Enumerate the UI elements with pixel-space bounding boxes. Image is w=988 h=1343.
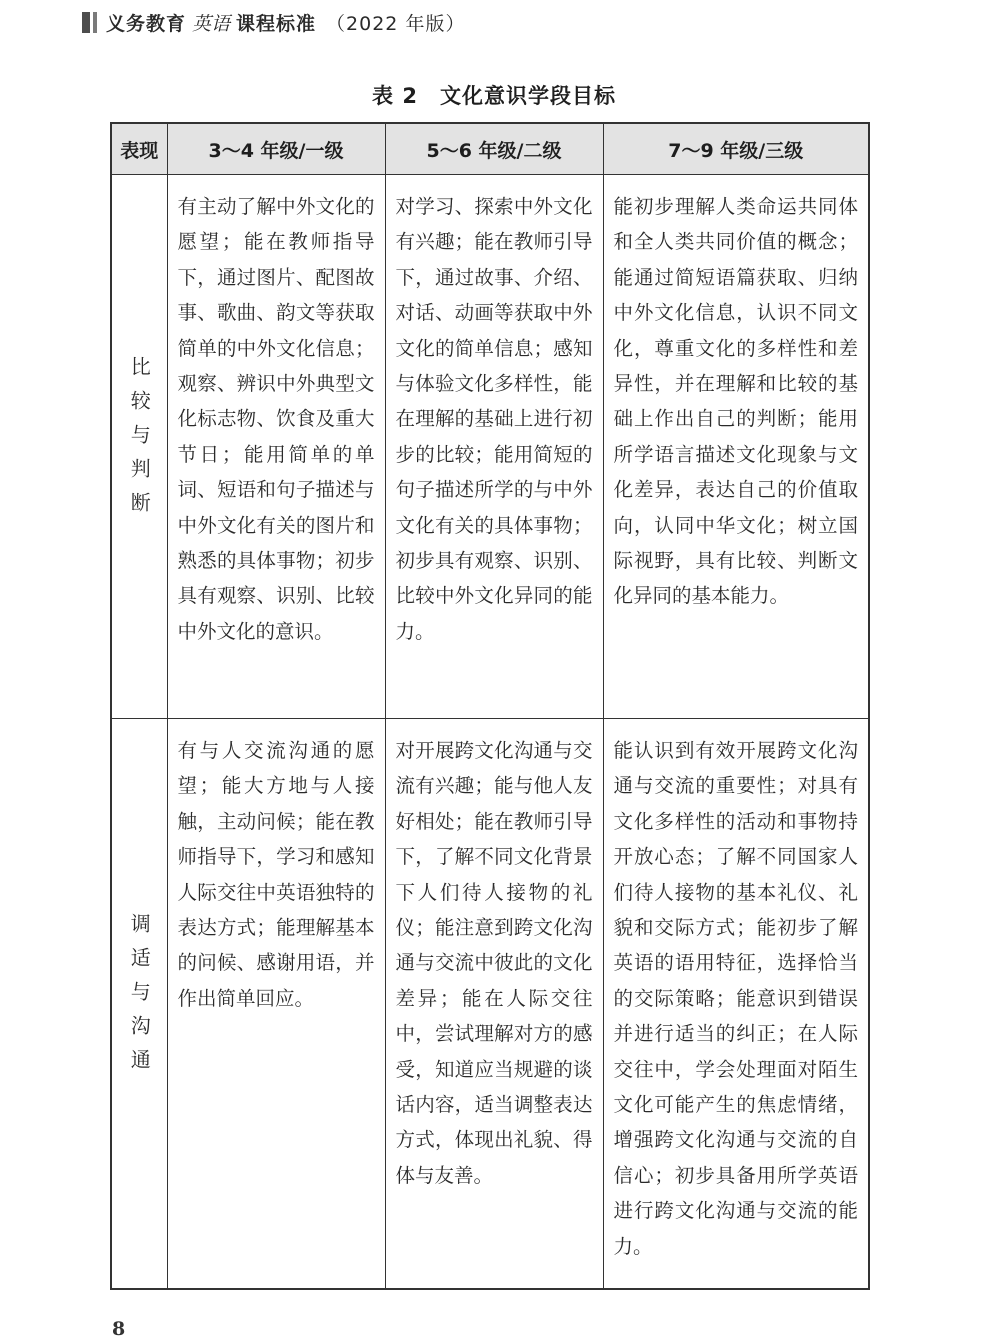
header-bar-decoration-thin [93, 12, 97, 33]
table-cell-level-1: 有与人交流沟通的愿望；能大方地与人接触，主动问候；能在教师指导下，学习和感知人际交往中英语独特的表达方式；能理解基本的问候、感谢用语，并作出简单回应。 [167, 719, 385, 1289]
table-cell-level-1: 有主动了解中外文化的愿望；能在教师指导下，通过图片、配图故事、歌曲、韵文等获取简单的中外文化信息；观察、辨识中外典型文化标志物、饮食及重大节日；能用简单的单词、短语和句子描述与中外文化有关的图片和熟悉的具体事物；初步具有观察、识别、比较中外文化的意识。 [167, 175, 385, 719]
table-caption: 表 2 文化意识学段目标 [372, 84, 616, 108]
row-label-cell [111, 719, 167, 1289]
table-cell-level-2: 对学习、探索中外文化有兴趣；能在教师引导下，通过故事、介绍、对话、动画等获取中外文化的简单信息；感知与体验文化多样性，能在理解的基础上进行初步的比较；能用简短的句子描述所学的与中外文化有关的具体事物；初步具有观察、识别、比较中外文化异同的能力。 [385, 175, 603, 719]
header-edition: （2022 年版） [326, 12, 466, 35]
column-header-performance: 表现 [111, 123, 167, 175]
column-header-level-2: 5～6 年级/二级 [385, 123, 603, 175]
column-header-level-1: 3～4 年级/一级 [167, 123, 385, 175]
culture-awareness-goals-table [110, 122, 870, 1290]
header-bar-decoration [82, 12, 90, 33]
table-cell-level-3: 能认识到有效开展跨文化沟通与交流的重要性；对具有文化多样性的活动和事物持开放心态；了解不同国家人们待人接物的基本礼仪、礼貌和交际方式；能初步了解英语的语用特征，选择恰当的交际策略；能意识到错误并进行适当的纠正；在人际交往中，学会处理面对陌生文化可能产生的焦虑情绪，增强跨文化沟通与交流的自信心；初步具备用所学英语进行跨文化沟通与交流的能力。 [603, 719, 869, 1289]
row-label-cell [111, 175, 167, 719]
row-label-adapt-communicate: 调适与沟通 [127, 912, 152, 1083]
table-cell-level-3: 能初步理解人类命运共同体和全人类共同价值的概念；能通过简短语篇获取、归纳中外文化信息，认识不同文化，尊重文化的多样性和差异性，并在理解和比较的基础上作出自己的判断；能用所学语言描述文化现象与文化差异，表达自己的价值取向，认同中华文化；树立国际视野，具有比较、判断文化异同的基本能力。 [603, 175, 869, 719]
table-header-row [111, 123, 869, 175]
table-row-compare-judge [111, 175, 869, 719]
column-header-level-3: 7～9 年级/三级 [603, 123, 869, 175]
row-label-compare-judge: 比较与判断 [127, 355, 152, 526]
table-row-adapt-communicate [111, 719, 869, 1289]
page-number: 8 [112, 1318, 126, 1340]
header-subject: 英语 [192, 12, 231, 35]
header-document-title: 课程标准 [236, 12, 317, 35]
table-cell-level-2: 对开展跨文化沟通与交流有兴趣；能与他人友好相处；能在教师引导下，了解不同文化背景下人们待人接物的礼仪；能注意到跨文化沟通与交流中彼此的文化差异；能在人际交往中，尝试理解对方的感受，知道应当规避的谈话内容，适当调整表达方式，体现出礼貌、得体与友善。 [385, 719, 603, 1289]
header-series-title: 义务教育 [106, 12, 187, 35]
running-head [82, 8, 465, 36]
